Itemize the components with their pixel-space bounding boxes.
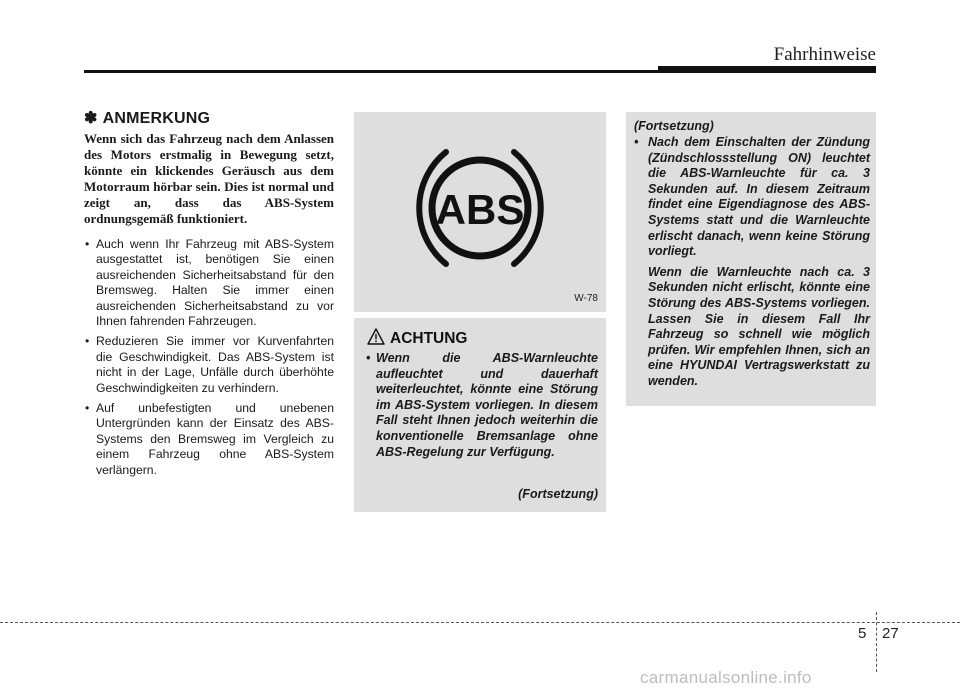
footer-divider <box>876 612 877 672</box>
continued-list <box>634 135 870 395</box>
abs-warning-icon <box>354 112 606 312</box>
note-star-icon: ✽ <box>84 110 98 127</box>
header-rule-accent <box>658 66 876 73</box>
bullet-list <box>84 237 334 478</box>
note-heading-text: ANMERKUNG <box>102 110 211 127</box>
figure-code: W-78 <box>574 293 598 304</box>
continued-label: (Fortsetzung) <box>634 119 714 133</box>
note-heading <box>84 108 334 128</box>
caution-list <box>366 351 598 460</box>
list-item: • Auf unbefestigten und unebenen Untergründen kann der Einsatz des ABS-Systems den Bremsweg im Vergleich zu einem Fahrzeug ohne ABS-System verlängern. <box>84 401 334 478</box>
caution-box <box>354 318 606 512</box>
list-item: • Wenn die ABS-Warnleuchte aufleuchtet und dauerhaft weiterleuchtet, könnte eine Störung im ABS-System vorliegen. In diesem Fall steht Ihnen jedoch weiterhin die konventionelle Bremsanlage ohne ABS-Regelung zur Verfügung. <box>366 351 598 460</box>
section-title: Fahrhinweise <box>773 44 876 65</box>
chapter-number: 5 <box>858 625 867 642</box>
abs-symbol-text: ABS <box>435 186 525 233</box>
list-item: • Reduzieren Sie immer vor Kurvenfahrten die Geschwindigkeit. Das ABS-System ist nicht in der Lage, Unfälle durch überhöhte Geschwindigkeiten zu verhindern. <box>84 334 334 396</box>
warning-triangle-icon <box>367 328 385 345</box>
list-item <box>634 135 870 390</box>
watermark: carmanualsonline.info <box>640 668 812 687</box>
header-rule <box>84 70 658 73</box>
note-body: Wenn sich das Fahrzeug nach dem Anlassen des Motors erstmalig in Bewegung setzt, könnte ein klickendes Geräusch aus dem Motorraum hörbar sein. Dies ist normal und zeigt an, dass das ABS-System ordnungsgemäß funktioniert. <box>84 131 334 226</box>
list-item: • Auch wenn Ihr Fahrzeug mit ABS-System ausgestattet ist, benötigen Sie einen ausreichenden Sicherheitsabstand für den Bremsweg. Halten Sie immer einen ausreichenden Sicherheitsabstand zu vor Ihnen fahrenden Fahrzeugen. <box>84 237 334 329</box>
page-number: 27 <box>882 625 899 642</box>
abs-warning-figure <box>354 112 606 312</box>
left-column <box>84 108 334 483</box>
paragraph: • Nach dem Einschalten der Zündung (Zündschlossstellung ON) leuchtet die ABS-Warnleuchte für ca. 3 Sekunden auf. In diesem Zeitraum findet eine Eigendiagnose des ABS-Systems statt und die Warnleuchte erlischt danach, wenn keine Störung vorliegt. <box>648 135 870 259</box>
continued-box <box>626 112 876 406</box>
caution-title: ACHTUNG <box>390 330 468 347</box>
caution-continued: (Fortsetzung) <box>518 487 598 501</box>
paragraph: Wenn die Warnleuchte nach ca. 3 Sekunden nicht erlischt, könnte eine Störung des ABS-Systems vorliegen. Lassen Sie in diesem Fall Ihr Fahrzeug so schnell wie möglich prüfen. Wir empfehlen Ihnen, sich an eine HYUNDAI Vertragswerkstatt zu wenden. <box>648 264 870 388</box>
footer-rule <box>0 622 960 623</box>
